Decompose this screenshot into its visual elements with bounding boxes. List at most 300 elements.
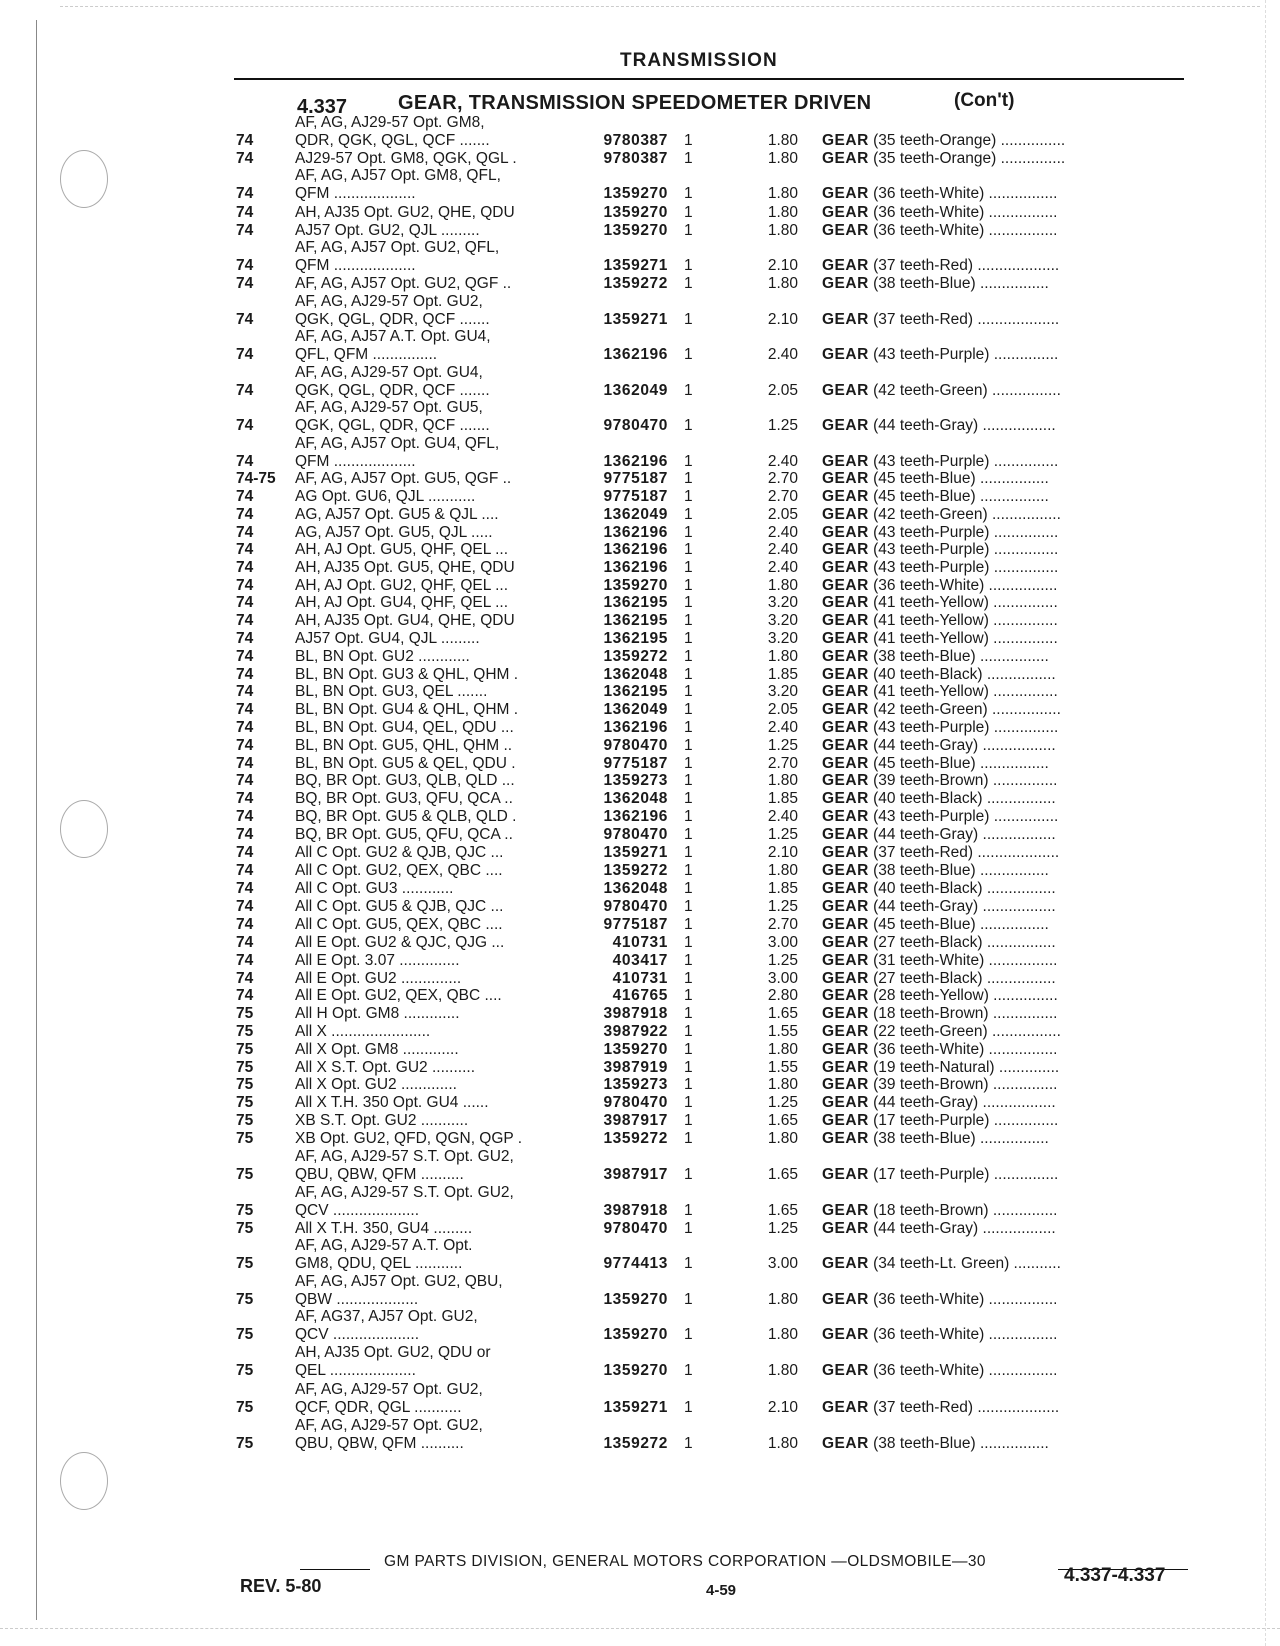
quantity: 1 (684, 257, 693, 275)
part-description (822, 1220, 1190, 1239)
model-year: 74 (236, 630, 254, 648)
part-number: 1362048 (603, 790, 668, 808)
model-line-1: AF, AG, AJ57 Opt. GU5, QGF .. (295, 470, 512, 488)
model-application (295, 1148, 563, 1185)
price: 1.80 (767, 132, 798, 150)
model-year: 75 (236, 1094, 254, 1112)
quantity: 1 (684, 1202, 693, 1220)
price: 1.25 (767, 826, 798, 844)
part-description (822, 1094, 1190, 1113)
part-number: 1359270 (603, 185, 668, 203)
quantity: 1 (684, 1362, 693, 1380)
part-number: 1359272 (603, 648, 668, 666)
part-spec: (43 teeth-Purple) ............... (873, 719, 1059, 737)
part-number: 9780470 (603, 1094, 668, 1112)
part-spec: (34 teeth-Lt. Green) ........... (873, 1255, 1061, 1273)
part-spec: (36 teeth-White) ................ (873, 1041, 1058, 1059)
model-year: 74 (236, 880, 254, 898)
part-spec: (43 teeth-Purple) ............... (873, 524, 1059, 542)
part-name: GEAR (822, 862, 869, 880)
model-application (295, 1237, 563, 1274)
model-line-1: All C Opt. GU5 & QJB, QJC ... (295, 898, 504, 916)
footer-publisher: GM PARTS DIVISION, GENERAL MOTORS CORPORATION —OLDSMOBILE—30 (384, 1553, 986, 1570)
part-description (822, 701, 1190, 720)
model-line-2: QBW ................... (295, 1291, 419, 1309)
model-application (295, 844, 563, 863)
model-application (295, 328, 563, 365)
part-description (822, 826, 1190, 845)
model-year: 74 (236, 970, 254, 988)
price: 3.20 (767, 612, 798, 630)
model-line-2: QCV .................... (295, 1326, 420, 1344)
part-spec: (35 teeth-Orange) ............... (873, 150, 1066, 168)
part-number: 1359271 (603, 1399, 668, 1417)
part-number: 1359273 (603, 772, 668, 790)
model-line-1: All E Opt. GU2 & QJC, QJG ... (295, 934, 505, 952)
model-line-1: BL, BN Opt. GU5 & QEL, QDU . (295, 755, 516, 773)
part-name: GEAR (822, 970, 869, 988)
part-number: 1362049 (603, 382, 668, 400)
model-year: 74 (236, 862, 254, 880)
price: 1.65 (767, 1005, 798, 1023)
part-spec: (44 teeth-Gray) ................. (873, 417, 1056, 435)
model-year: 74 (236, 844, 254, 862)
model-year: 75 (236, 1112, 254, 1130)
model-application (295, 1112, 563, 1131)
part-description (822, 506, 1190, 525)
model-line-2: QCV .................... (295, 1202, 420, 1220)
part-name: GEAR (822, 612, 869, 630)
price: 1.25 (767, 898, 798, 916)
model-year: 75 (236, 1435, 254, 1453)
quantity: 1 (684, 506, 693, 524)
model-year: 75 (236, 1023, 254, 1041)
model-application (295, 594, 563, 613)
quantity: 1 (684, 453, 693, 471)
part-name: GEAR (822, 790, 869, 808)
model-application (295, 790, 563, 809)
price: 1.80 (767, 1435, 798, 1453)
part-spec: (42 teeth-Green) ................ (873, 382, 1061, 400)
model-line-2: QFM ................... (295, 453, 416, 471)
part-spec: (27 teeth-Black) ................ (873, 970, 1056, 988)
part-description (822, 204, 1190, 223)
quantity: 1 (684, 701, 693, 719)
part-name: GEAR (822, 132, 869, 150)
quantity: 1 (684, 898, 693, 916)
model-year: 74 (236, 311, 254, 329)
model-application (295, 916, 563, 935)
model-line-1: All X ....................... (295, 1023, 431, 1041)
model-line-1: AJ57 Opt. GU4, QJL ......... (295, 630, 480, 648)
model-application (295, 701, 563, 720)
part-name: GEAR (822, 275, 869, 293)
model-year: 74 (236, 150, 254, 168)
model-line-1: AF, AG, AJ29-57 Opt. GM8, (295, 113, 485, 131)
part-name: GEAR (822, 1326, 869, 1344)
model-line-1: BL, BN Opt. GU5, QHL, QHM .. (295, 737, 513, 755)
part-name: GEAR (822, 1023, 869, 1041)
model-year: 74 (236, 934, 254, 952)
part-name: GEAR (822, 701, 869, 719)
part-spec: (42 teeth-Green) ................ (873, 506, 1061, 524)
part-name: GEAR (822, 346, 869, 364)
part-name: GEAR (822, 417, 869, 435)
model-line-1: BL, BN Opt. GU3 & QHL, QHM . (295, 666, 519, 684)
part-description (822, 1041, 1190, 1060)
part-number: 3987917 (603, 1166, 668, 1184)
model-line-1: All C Opt. GU2 & QJB, QJC ... (295, 844, 504, 862)
part-description (822, 453, 1190, 472)
model-line-1: AH, AJ Opt. GU5, QHF, QEL ... (295, 541, 509, 559)
model-line-2: GM8, QDU, QEL ........... (295, 1255, 463, 1273)
model-application (295, 952, 563, 971)
part-description (822, 970, 1190, 989)
price: 1.25 (767, 1220, 798, 1238)
price: 3.20 (767, 594, 798, 612)
quantity: 1 (684, 630, 693, 648)
part-spec: (28 teeth-Yellow) ............... (873, 987, 1058, 1005)
part-name: GEAR (822, 1094, 869, 1112)
part-number: 9780387 (603, 150, 668, 168)
price: 1.80 (767, 862, 798, 880)
part-spec: (45 teeth-Blue) ................ (873, 916, 1049, 934)
model-line-1: All X Opt. GU2 ............. (295, 1076, 457, 1094)
model-line-1: XB Opt. GU2, QFD, QGN, QGP . (295, 1130, 523, 1148)
part-spec: (41 teeth-Yellow) ............... (873, 683, 1058, 701)
model-year: 74 (236, 185, 254, 203)
model-line-1: AF, AG, AJ57 Opt. GM8, QFL, (295, 166, 501, 184)
part-name: GEAR (822, 1435, 869, 1453)
price: 3.00 (767, 934, 798, 952)
part-number: 3987917 (603, 1112, 668, 1130)
part-number: 1359273 (603, 1076, 668, 1094)
quantity: 1 (684, 1041, 693, 1059)
model-line-1: BQ, BR Opt. GU5, QFU, QCA .. (295, 826, 513, 844)
model-line-1: AF, AG, AJ29-57 Opt. GU2, (295, 1416, 483, 1434)
model-year: 75 (236, 1255, 254, 1273)
part-description (822, 1435, 1190, 1454)
part-description (822, 772, 1190, 791)
price: 2.70 (767, 488, 798, 506)
model-line-1: AF, AG, AJ29-57 A.T. Opt. (295, 1236, 473, 1254)
model-year: 74 (236, 488, 254, 506)
part-number: 416765 (612, 987, 668, 1005)
price: 1.85 (767, 666, 798, 684)
part-spec: (38 teeth-Blue) ................ (873, 648, 1049, 666)
part-description (822, 594, 1190, 613)
part-description (822, 862, 1190, 881)
part-number: 9775187 (603, 488, 668, 506)
part-number: 3987918 (603, 1202, 668, 1220)
model-application (295, 612, 563, 631)
part-description (822, 1399, 1190, 1418)
model-application (295, 364, 563, 401)
part-spec: (37 teeth-Red) ................... (873, 1399, 1060, 1417)
part-name: GEAR (822, 772, 869, 790)
part-name: GEAR (822, 826, 869, 844)
part-spec: (36 teeth-White) ................ (873, 1291, 1058, 1309)
price: 1.80 (767, 222, 798, 240)
part-description (822, 808, 1190, 827)
price: 2.40 (767, 346, 798, 364)
price: 2.80 (767, 987, 798, 1005)
part-description (822, 150, 1190, 169)
part-description (822, 1202, 1190, 1221)
part-name: GEAR (822, 737, 869, 755)
model-application (295, 114, 563, 151)
quantity: 1 (684, 755, 693, 773)
part-name: GEAR (822, 898, 869, 916)
part-name: GEAR (822, 808, 869, 826)
part-spec: (41 teeth-Yellow) ............... (873, 594, 1058, 612)
model-line-1: AG, AJ57 Opt. GU5 & QJL .... (295, 506, 499, 524)
model-line-1: All E Opt. 3.07 .............. (295, 952, 460, 970)
part-name: GEAR (822, 185, 869, 203)
part-description (822, 1326, 1190, 1345)
model-application (295, 880, 563, 899)
quantity: 1 (684, 1005, 693, 1023)
group-number: 4.337 (297, 96, 348, 118)
model-line-2: QGK, QGL, QDR, QCF ....... (295, 382, 490, 400)
part-description (822, 1023, 1190, 1042)
quantity: 1 (684, 1059, 693, 1077)
model-application (295, 1094, 563, 1113)
section-title: TRANSMISSION (620, 50, 778, 71)
model-application (295, 826, 563, 845)
part-number: 3987919 (603, 1059, 668, 1077)
quantity: 1 (684, 808, 693, 826)
part-name: GEAR (822, 719, 869, 737)
model-line-1: AF, AG, AJ29-57 Opt. GU2, (295, 1380, 483, 1398)
price: 1.80 (767, 772, 798, 790)
part-spec: (45 teeth-Blue) ................ (873, 488, 1049, 506)
model-year: 75 (236, 1059, 254, 1077)
part-spec: (37 teeth-Red) ................... (873, 257, 1060, 275)
model-line-1: BQ, BR Opt. GU3, QLB, QLD ... (295, 772, 515, 790)
continued-label: (Con't) (954, 90, 1015, 111)
model-line-1: All X S.T. Opt. GU2 .......... (295, 1059, 476, 1077)
part-name: GEAR (822, 257, 869, 275)
quantity: 1 (684, 1291, 693, 1309)
part-spec: (36 teeth-White) ................ (873, 577, 1058, 595)
model-year: 74 (236, 275, 254, 293)
model-application (295, 934, 563, 953)
price: 2.40 (767, 808, 798, 826)
part-spec: (42 teeth-Green) ................ (873, 701, 1061, 719)
model-application (295, 1344, 563, 1381)
price: 2.70 (767, 470, 798, 488)
quantity: 1 (684, 1076, 693, 1094)
part-number: 1362049 (603, 701, 668, 719)
part-description (822, 683, 1190, 702)
model-year: 74 (236, 577, 254, 595)
part-description (822, 382, 1190, 401)
part-description (822, 934, 1190, 953)
quantity: 1 (684, 737, 693, 755)
model-line-2: QEL .................... (295, 1362, 416, 1380)
part-number: 9780470 (603, 1220, 668, 1238)
part-spec: (41 teeth-Yellow) ............... (873, 630, 1058, 648)
part-name: GEAR (822, 204, 869, 222)
part-description (822, 1166, 1190, 1185)
part-description (822, 1112, 1190, 1131)
price: 1.80 (767, 1326, 798, 1344)
model-line-2: QDR, QGK, QGL, QCF ....... (295, 132, 490, 150)
model-application (295, 1005, 563, 1024)
model-line-1: AF, AG, AJ57 Opt. GU2, QFL, (295, 238, 500, 256)
part-description (822, 790, 1190, 809)
part-name: GEAR (822, 630, 869, 648)
part-spec: (37 teeth-Red) ................... (873, 311, 1060, 329)
part-description (822, 185, 1190, 204)
part-number: 9780470 (603, 898, 668, 916)
part-description (822, 630, 1190, 649)
model-year: 74 (236, 826, 254, 844)
part-number: 1362195 (603, 612, 668, 630)
part-name: GEAR (822, 1399, 869, 1417)
quantity: 1 (684, 666, 693, 684)
part-spec: (38 teeth-Blue) ................ (873, 275, 1049, 293)
model-year: 74 (236, 559, 254, 577)
quantity: 1 (684, 790, 693, 808)
part-description (822, 916, 1190, 935)
quantity: 1 (684, 1094, 693, 1112)
part-number: 1362196 (603, 453, 668, 471)
part-number: 1359271 (603, 311, 668, 329)
part-number: 1362196 (603, 719, 668, 737)
price: 1.80 (767, 1362, 798, 1380)
model-line-1: BL, BN Opt. GU2 ............ (295, 648, 470, 666)
model-line-1: AF, AG, AJ29-57 S.T. Opt. GU2, (295, 1147, 514, 1165)
model-year: 75 (236, 1130, 254, 1148)
price: 1.80 (767, 275, 798, 293)
model-line-1: AF, AG, AJ29-57 Opt. GU4, (295, 363, 483, 381)
model-year: 74 (236, 898, 254, 916)
part-spec: (39 teeth-Brown) ............... (873, 772, 1058, 790)
part-spec: (27 teeth-Black) ................ (873, 934, 1056, 952)
part-description (822, 844, 1190, 863)
part-number: 9775187 (603, 916, 668, 934)
model-year: 74 (236, 719, 254, 737)
model-application (295, 506, 563, 525)
model-application (295, 275, 563, 294)
part-description (822, 1362, 1190, 1381)
part-number: 1359270 (603, 1291, 668, 1309)
model-application (295, 1023, 563, 1042)
part-name: GEAR (822, 1041, 869, 1059)
quantity: 1 (684, 683, 693, 701)
model-line-1: AF, AG, AJ57 A.T. Opt. GU4, (295, 327, 491, 345)
part-number: 1362195 (603, 630, 668, 648)
model-year: 74 (236, 916, 254, 934)
part-description (822, 577, 1190, 596)
part-number: 410731 (612, 970, 668, 988)
model-line-2: QFM ................... (295, 257, 416, 275)
price: 1.80 (767, 185, 798, 203)
model-line-1: All C Opt. GU3 ............ (295, 880, 454, 898)
quantity: 1 (684, 1435, 693, 1453)
quantity: 1 (684, 524, 693, 542)
part-number: 1359272 (603, 1435, 668, 1453)
part-number: 1362195 (603, 594, 668, 612)
quantity: 1 (684, 577, 693, 595)
model-line-1: AF, AG, AJ57 Opt. GU2, QGF .. (295, 275, 512, 293)
part-number: 1359272 (603, 275, 668, 293)
group-title: GEAR, TRANSMISSION SPEEDOMETER DRIVEN (398, 92, 872, 114)
price: 1.80 (767, 150, 798, 168)
model-line-1: AF, AG, AJ29-57 Opt. GU5, (295, 398, 483, 416)
price: 1.80 (767, 648, 798, 666)
quantity: 1 (684, 1112, 693, 1130)
price: 2.10 (767, 257, 798, 275)
model-year: 75 (236, 1362, 254, 1380)
model-line-2: QGK, QGL, QDR, QCF ....... (295, 311, 490, 329)
part-name: GEAR (822, 1005, 869, 1023)
part-number: 1359270 (603, 1326, 668, 1344)
model-year: 74 (236, 790, 254, 808)
part-name: GEAR (822, 559, 869, 577)
part-spec: (40 teeth-Black) ................ (873, 666, 1056, 684)
model-year: 74 (236, 648, 254, 666)
model-application (295, 541, 563, 560)
model-year: 75 (236, 1220, 254, 1238)
model-line-1: XB S.T. Opt. GU2 ........... (295, 1112, 469, 1130)
model-application (295, 666, 563, 685)
part-number: 9775187 (603, 470, 668, 488)
model-line-1: BQ, BR Opt. GU3, QFU, QCA .. (295, 790, 513, 808)
quantity: 1 (684, 1130, 693, 1148)
model-line-1: AH, AJ Opt. GU4, QHF, QEL ... (295, 594, 509, 612)
model-line-1: All X Opt. GM8 ............. (295, 1041, 459, 1059)
model-line-1: AF, AG37, AJ57 Opt. GU2, (295, 1307, 478, 1325)
model-year: 74 (236, 772, 254, 790)
scan-edge-bottom (0, 1628, 1280, 1629)
part-number: 1362196 (603, 808, 668, 826)
quantity: 1 (684, 880, 693, 898)
part-name: GEAR (822, 916, 869, 934)
part-name: GEAR (822, 1076, 869, 1094)
model-year: 75 (236, 1041, 254, 1059)
model-application (295, 987, 563, 1006)
part-spec: (43 teeth-Purple) ............... (873, 346, 1059, 364)
part-number: 3987922 (603, 1023, 668, 1041)
part-number: 9774413 (603, 1255, 668, 1273)
part-spec: (40 teeth-Black) ................ (873, 790, 1056, 808)
model-line-1: All X T.H. 350, GU4 ......... (295, 1220, 473, 1238)
model-application (295, 239, 563, 276)
model-application (295, 737, 563, 756)
part-name: GEAR (822, 666, 869, 684)
part-number: 1359270 (603, 1041, 668, 1059)
model-year: 74 (236, 737, 254, 755)
model-application (295, 1041, 563, 1060)
part-number: 1359271 (603, 257, 668, 275)
quantity: 1 (684, 934, 693, 952)
model-year: 74 (236, 755, 254, 773)
parts-table (0, 113, 1280, 1543)
price: 2.40 (767, 541, 798, 559)
part-description (822, 346, 1190, 365)
part-spec: (38 teeth-Blue) ................ (873, 1130, 1049, 1148)
model-application (295, 204, 563, 223)
part-name: GEAR (822, 594, 869, 612)
price: 2.05 (767, 382, 798, 400)
price: 2.70 (767, 916, 798, 934)
part-number: 403417 (612, 952, 668, 970)
price: 1.80 (767, 577, 798, 595)
price: 3.20 (767, 630, 798, 648)
